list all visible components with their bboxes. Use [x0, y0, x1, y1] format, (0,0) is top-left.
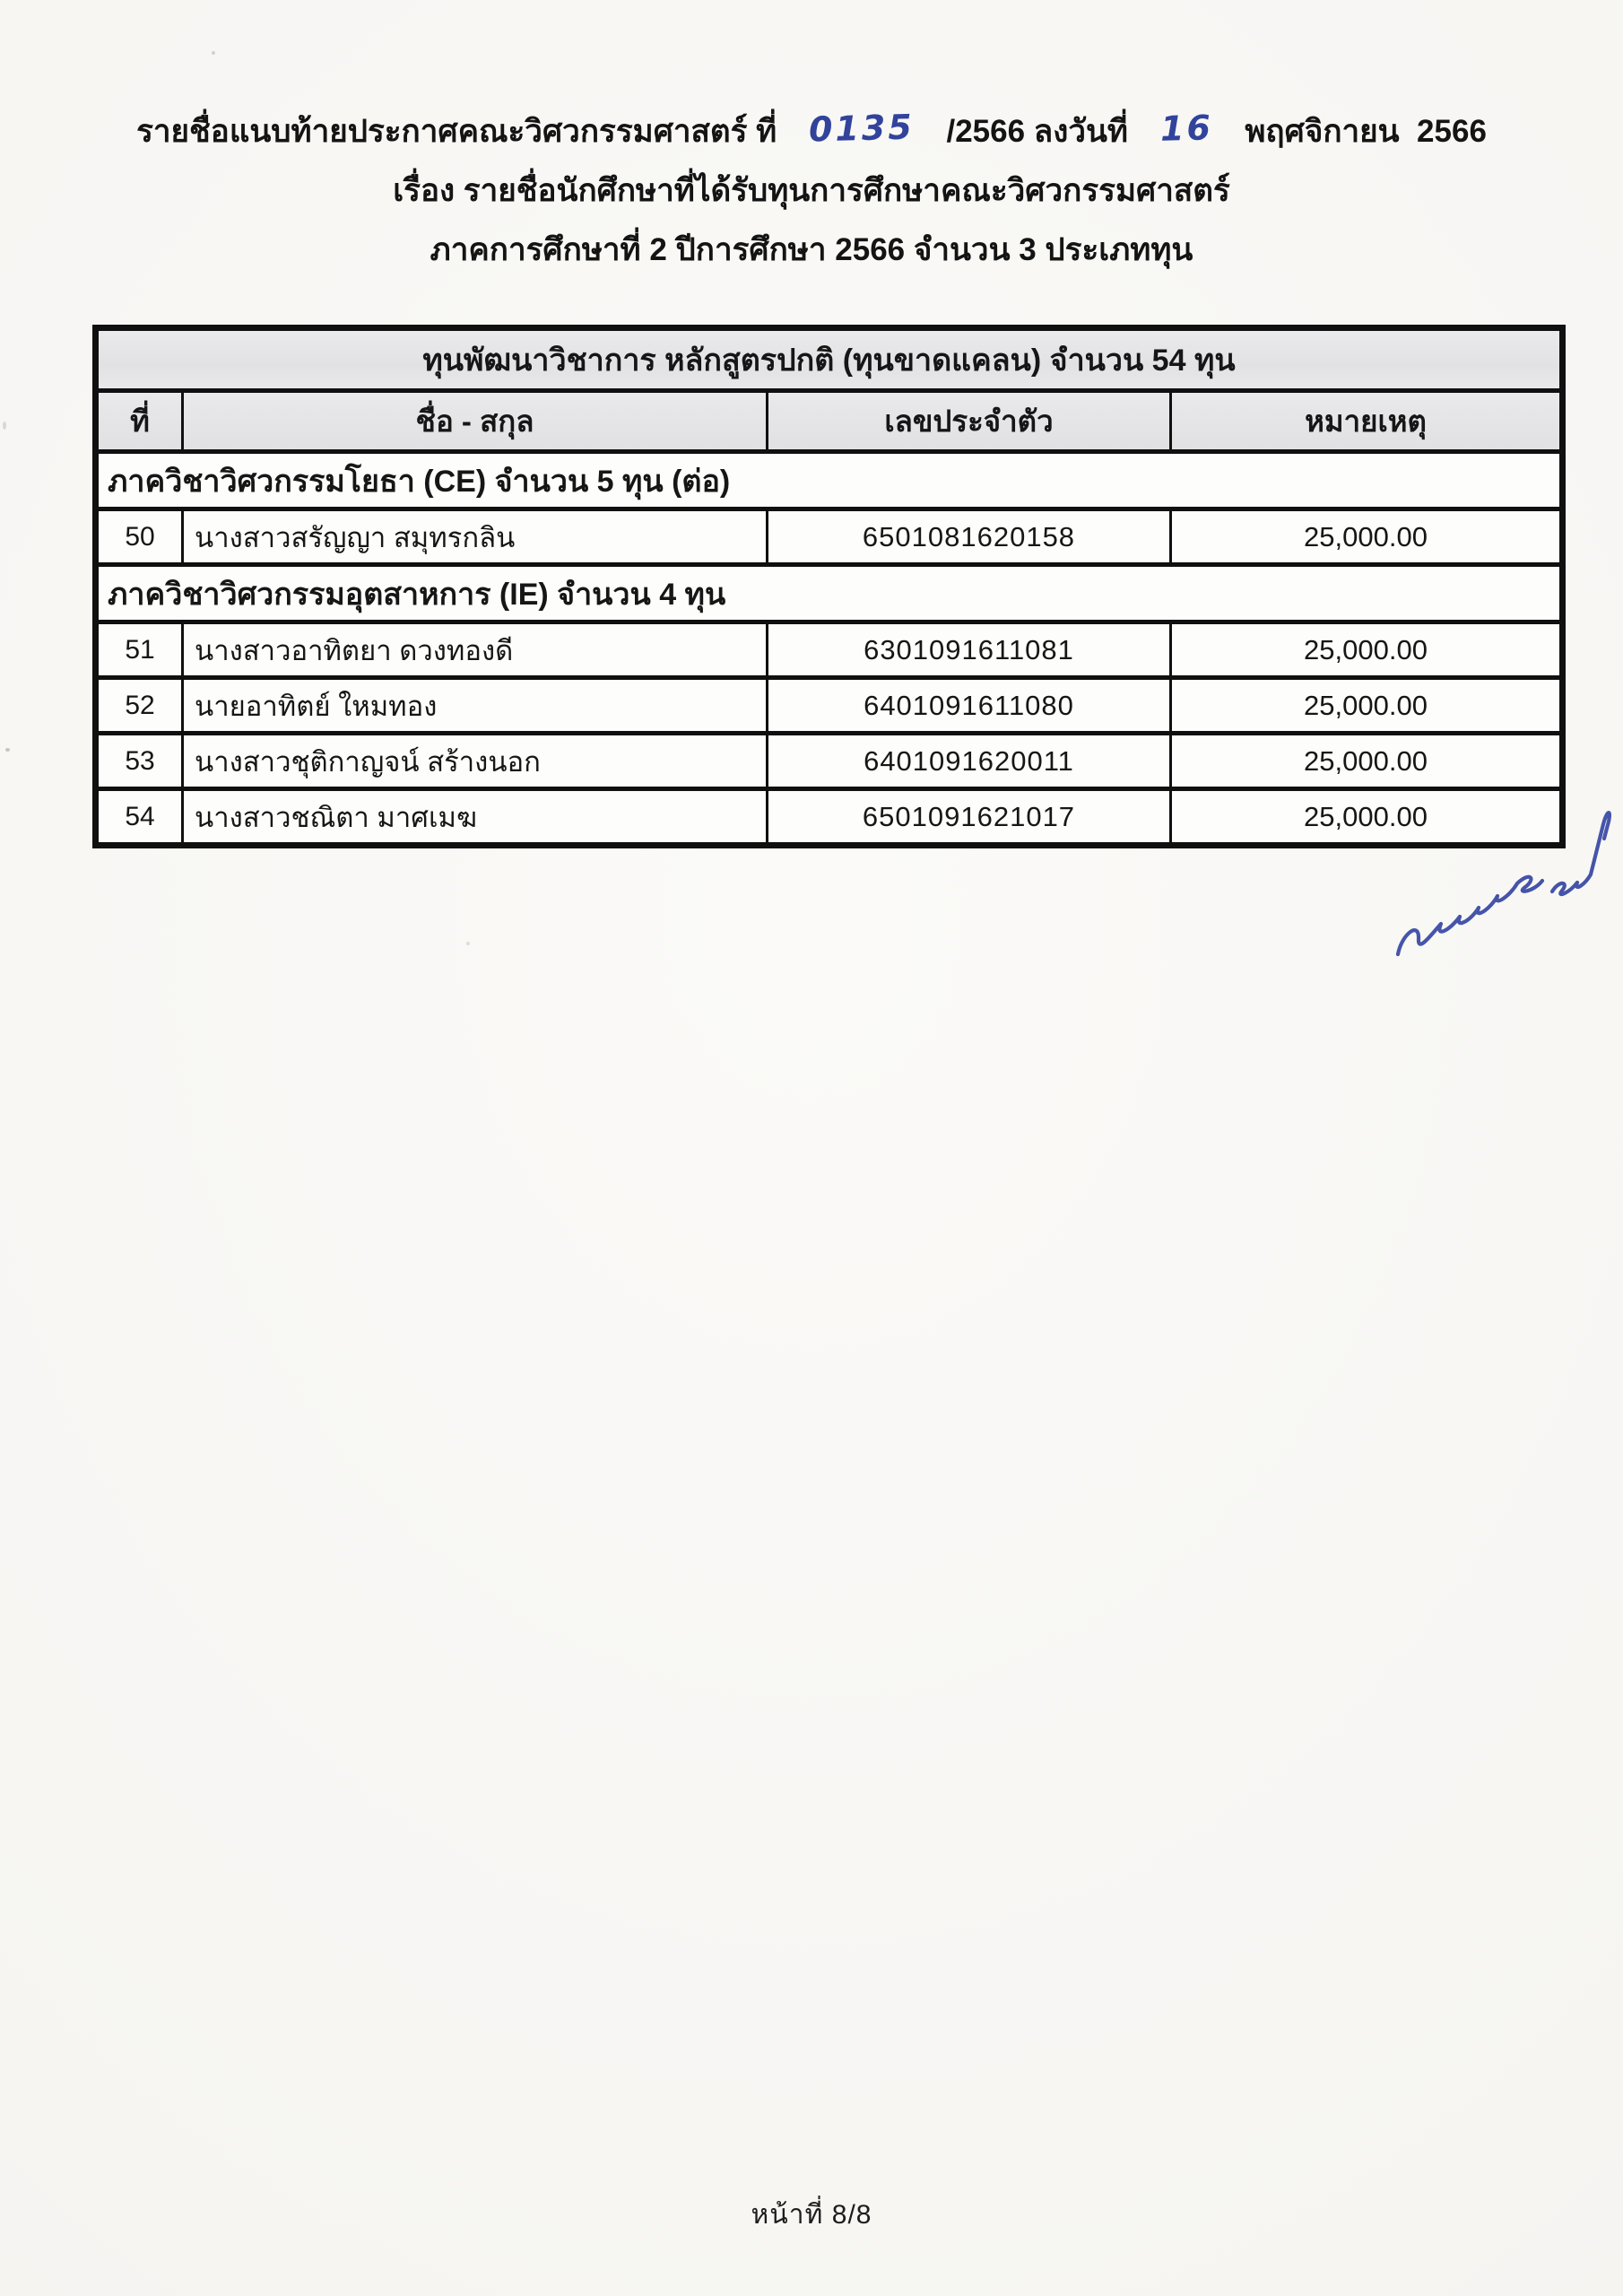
scan-speck [212, 51, 215, 55]
row-name: นางสาวอาทิตยา ดวงทองดี [181, 624, 766, 675]
row-no: 52 [125, 690, 155, 720]
title-line-2: เรื่อง รายชื่อนักศึกษาที่ได้รับทุนการศึกษาคณะวิศวกรรมศาสตร์ [393, 173, 1230, 208]
scholarship-table [92, 325, 1566, 848]
row-student-id: 6301091611081 [766, 624, 1169, 675]
column-header-no: ที่ [130, 404, 150, 438]
column-header-student-id: เลขประจำตัว [766, 393, 1169, 449]
row-remark: 25,000.00 [1169, 680, 1559, 731]
row-student-id: 6501081620158 [766, 511, 1169, 562]
title-line1-part2: /2566 ลงวันที่ [946, 114, 1128, 149]
row-student-id: 6401091620011 [766, 735, 1169, 787]
table-band-title: ทุนพัฒนาวิชาการ หลักสูตรปกติ (ทุนขาดแคลน) จำนวน 54 ทุน [99, 331, 1559, 388]
row-name: นางสาวชุติกาญจน์ สร้างนอก [181, 735, 766, 787]
table-row [99, 787, 1559, 842]
handwritten-day-number: 16 [1159, 108, 1214, 149]
row-name: นางสาวชณิตา มาศเมฆ [181, 791, 766, 842]
title-line-3: ภาคการศึกษาที่ 2 ปีการศึกษา 2566 จำนวน 3 ประเภททุน [430, 232, 1193, 267]
row-no: 51 [125, 634, 155, 665]
table-row [99, 675, 1559, 731]
row-remark: 25,000.00 [1169, 511, 1559, 562]
table-row [99, 507, 1559, 562]
table-row [99, 620, 1559, 675]
row-remark: 25,000.00 [1169, 791, 1559, 842]
row-remark: 25,000.00 [1169, 624, 1559, 675]
scan-speck [466, 942, 470, 945]
page-number-footer: หน้าที่ 8/8 [751, 2200, 872, 2230]
row-no: 50 [125, 521, 155, 552]
row-name: นางสาวสรัญญา สมุทรกลิน [181, 511, 766, 562]
section-heading-ce: ภาควิชาวิศวกรรมโยธา (CE) จำนวน 5 ทุน (ต่อ) [99, 449, 1559, 507]
scan-speck [3, 422, 6, 430]
column-header-name: ชื่อ - สกุล [181, 393, 766, 449]
scan-speck [5, 748, 10, 752]
handwritten-announcement-number: 0135 [808, 107, 916, 150]
column-header-remark: หมายเหตุ [1169, 393, 1559, 449]
row-remark: 25,000.00 [1169, 735, 1559, 787]
row-student-id: 6501091621017 [766, 791, 1169, 842]
row-no: 54 [125, 801, 155, 831]
table-row [99, 731, 1559, 787]
table-header-row [99, 388, 1559, 449]
title-line1-part3: พฤศจิกายน 2566 [1245, 114, 1487, 149]
row-student-id: 6401091611080 [766, 680, 1169, 731]
document-header [0, 100, 1623, 280]
title-line-1 [0, 100, 1623, 161]
section-heading-ie: ภาควิชาวิศวกรรมอุตสาหการ (IE) จำนวน 4 ทุน [99, 562, 1559, 620]
title-line1-part1: รายชื่อแนบท้ายประกาศคณะวิศวกรรมศาสตร์ ที่ [136, 114, 777, 149]
row-name: นายอาทิตย์ ใหมทอง [181, 680, 766, 731]
row-no: 53 [125, 745, 155, 776]
